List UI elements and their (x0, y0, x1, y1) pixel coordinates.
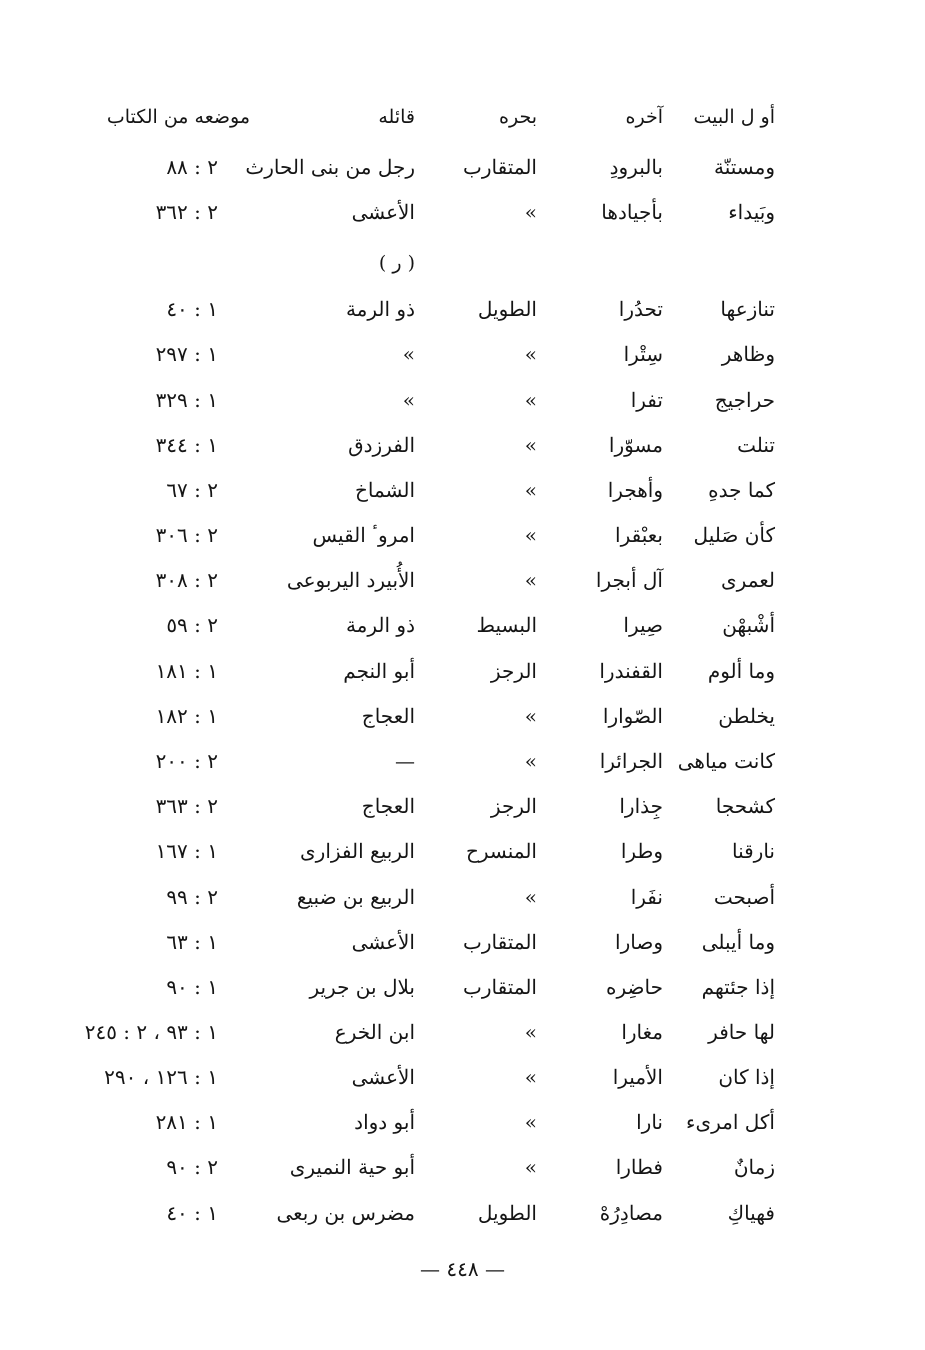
poet: ذو الرمة (345, 297, 415, 321)
meter: المتقارب (463, 930, 537, 954)
last-word: الصّوارا (602, 704, 663, 728)
last-word: آل أبجرا (595, 568, 663, 592)
meter: » (524, 1110, 537, 1134)
poet: أبو حية النميرى (289, 1155, 415, 1179)
poet: الأعشى (351, 200, 415, 224)
book-location: ٢ : ٣٠٦ (155, 523, 218, 547)
book-location: ١ : ٦٣ (166, 930, 218, 954)
poet: الربيع بن ضبيع (296, 885, 415, 909)
table-row (0, 880, 925, 914)
table-row (0, 608, 925, 642)
meter: الرجز (490, 659, 537, 683)
table-row (0, 1105, 925, 1139)
first-words: ومستنّة (713, 155, 775, 179)
poet: الفرزدق (348, 433, 415, 457)
poet: الربيع الفزارى (300, 839, 415, 863)
meter: المتقارب (463, 155, 537, 179)
book-location: ١ : ٩٠ (166, 975, 218, 999)
book-location: ١ : ٣٤٤ (155, 433, 218, 457)
table-row (0, 150, 925, 184)
first-words: كما جدهِ (708, 478, 775, 502)
meter: » (524, 568, 537, 592)
last-word: الأميرا (612, 1065, 663, 1089)
meter: » (524, 200, 537, 224)
first-words: يخلطن (718, 704, 775, 728)
meter: » (524, 342, 537, 366)
first-words: لها حافر (708, 1020, 775, 1044)
table-row (0, 1015, 925, 1049)
last-word: فطارا (615, 1155, 663, 1179)
page-number: — ٤٤٨ — (420, 1257, 505, 1281)
last-word: سِتْرا (623, 342, 663, 366)
book-location: ٢ : ٣٦٢ (155, 200, 218, 224)
poet: الأعشى (351, 1065, 415, 1089)
last-word: مغارا (621, 1020, 663, 1044)
poet: الشماخ (354, 478, 415, 502)
last-word: نارا (636, 1110, 663, 1134)
table-row (0, 789, 925, 823)
table-row (0, 744, 925, 778)
book-location: ٢ : ٨٨ (166, 155, 218, 179)
table-row (0, 518, 925, 552)
book-location: ٢ : ٣٠٨ (155, 568, 218, 592)
table-row (0, 699, 925, 733)
first-words: زمانٌ (733, 1155, 775, 1179)
poet: بلال بن جرير (309, 975, 415, 999)
book-location: ١ : ١٦٧ (155, 839, 218, 863)
last-word: مسوّرا (608, 433, 663, 457)
first-words: كأن صَليل (693, 523, 775, 547)
header-last-word: آخره (625, 106, 663, 128)
last-word: تفرا (630, 388, 663, 412)
first-words: تنلت (737, 433, 775, 457)
meter: » (524, 1155, 537, 1179)
last-word: بأجيادها (601, 200, 663, 224)
table-row (0, 563, 925, 597)
poet: العجاج (361, 704, 415, 728)
table-row (0, 337, 925, 371)
last-word: بعبْقرا (615, 523, 663, 547)
first-words: إذا كان (718, 1065, 775, 1089)
last-word: القفندرا (599, 659, 663, 683)
book-location: ١ : ٢٩٧ (155, 342, 218, 366)
first-words: وما أيبلى (701, 930, 775, 954)
poet: الأُبيرد اليربوعى (286, 568, 415, 592)
last-word: تحدُرا (618, 297, 663, 321)
table-row (0, 1150, 925, 1184)
book-location: ١ : ١٢٦ ، ٢٩٠ (104, 1065, 218, 1089)
last-word: مصادِرُهْ (599, 1201, 663, 1225)
meter: » (524, 1020, 537, 1044)
meter: » (524, 885, 537, 909)
book-location: ١ : ١٨١ (155, 659, 218, 683)
header-poet: قائله (378, 106, 415, 128)
poet: امروٴ القيس (312, 523, 415, 547)
meter: » (524, 478, 537, 502)
first-words: فهياكِ (727, 1201, 775, 1225)
book-location: ١ : ٣٢٩ (155, 388, 218, 412)
table-row (0, 654, 925, 688)
first-words: تنازعها (720, 297, 775, 321)
meter: » (524, 523, 537, 547)
poet: أبو النجم (343, 659, 415, 683)
poet: الأعشى (351, 930, 415, 954)
first-words: أكل امرىء (686, 1110, 775, 1134)
last-word: وأهجرا (607, 478, 663, 502)
book-location: ٢ : ٣٦٣ (155, 794, 218, 818)
poet: رجل من بنى الحارث (245, 155, 415, 179)
book-location: ٢ : ٥٩ (166, 613, 218, 637)
header-meter: بحره (499, 106, 537, 128)
section-letter: ( ر ) (378, 252, 415, 274)
first-words: أشْبهْن (722, 613, 775, 637)
table-row (0, 925, 925, 959)
meter: الرجز (490, 794, 537, 818)
table-row (0, 1196, 925, 1230)
first-words: أصبحت (713, 885, 775, 909)
book-location: ١ : ٢٨١ (155, 1110, 218, 1134)
poet: — (395, 749, 415, 773)
first-words: وظاهر (721, 342, 775, 366)
meter: » (524, 1065, 537, 1089)
header-location: موضعه من الكتاب (106, 106, 250, 128)
first-words: كشحجا (715, 794, 775, 818)
book-location: ٢ : ٩٠ (166, 1155, 218, 1179)
poet: العجاج (361, 794, 415, 818)
book-location: ٢ : ٢٠٠ (155, 749, 218, 773)
table-row (0, 834, 925, 868)
book-location: ٢ : ٦٧ (166, 478, 218, 502)
poet: أبو دواد (354, 1110, 415, 1134)
last-word: حاضِره (606, 975, 663, 999)
header-first-words: أو ل البيت (693, 106, 775, 128)
table-row (0, 970, 925, 1004)
meter: الطويل (477, 1201, 537, 1225)
poet: » (402, 342, 415, 366)
last-word: نفَرا (630, 885, 663, 909)
poet: » (402, 388, 415, 412)
last-word: صِيرا (623, 613, 663, 637)
book-location: ١ : ٤٠ (166, 297, 218, 321)
last-word: الجرائرا (599, 749, 663, 773)
meter: » (524, 704, 537, 728)
meter: » (524, 388, 537, 412)
poet: ابن الخرع (334, 1020, 415, 1044)
meter: المتقارب (463, 975, 537, 999)
table-row (0, 1060, 925, 1094)
last-word: وطرا (620, 839, 663, 863)
first-words: نارقنا (731, 839, 775, 863)
poet: مضرس بن ربعى (276, 1201, 415, 1225)
meter: الطويل (477, 297, 537, 321)
table-row (0, 195, 925, 229)
poet: ذو الرمة (345, 613, 415, 637)
book-location: ١ : ١٨٢ (155, 704, 218, 728)
table-row (0, 383, 925, 417)
meter: » (524, 749, 537, 773)
first-words: لعمرى (721, 568, 775, 592)
first-words: وبَيداء (728, 200, 775, 224)
last-word: بالبرودِ (609, 155, 663, 179)
last-word: جِذارا (619, 794, 663, 818)
meter: المنسرح (465, 839, 537, 863)
table-header (0, 100, 925, 134)
first-words: كانت مياهى (677, 749, 775, 773)
book-location: ١ : ٩٣ ، ٢ : ٢٤٥ (84, 1020, 218, 1044)
last-word: وصارا (615, 930, 663, 954)
table-row (0, 473, 925, 507)
book-location: ٢ : ٩٩ (166, 885, 218, 909)
first-words: حراجيج (714, 388, 775, 412)
book-location: ١ : ٤٠ (166, 1201, 218, 1225)
meter: » (524, 433, 537, 457)
first-words: إذا جئتهم (701, 975, 775, 999)
section-heading (0, 246, 925, 280)
table-row (0, 428, 925, 462)
meter: البسيط (476, 613, 537, 637)
table-row (0, 292, 925, 326)
first-words: وما ألوم (707, 659, 775, 683)
